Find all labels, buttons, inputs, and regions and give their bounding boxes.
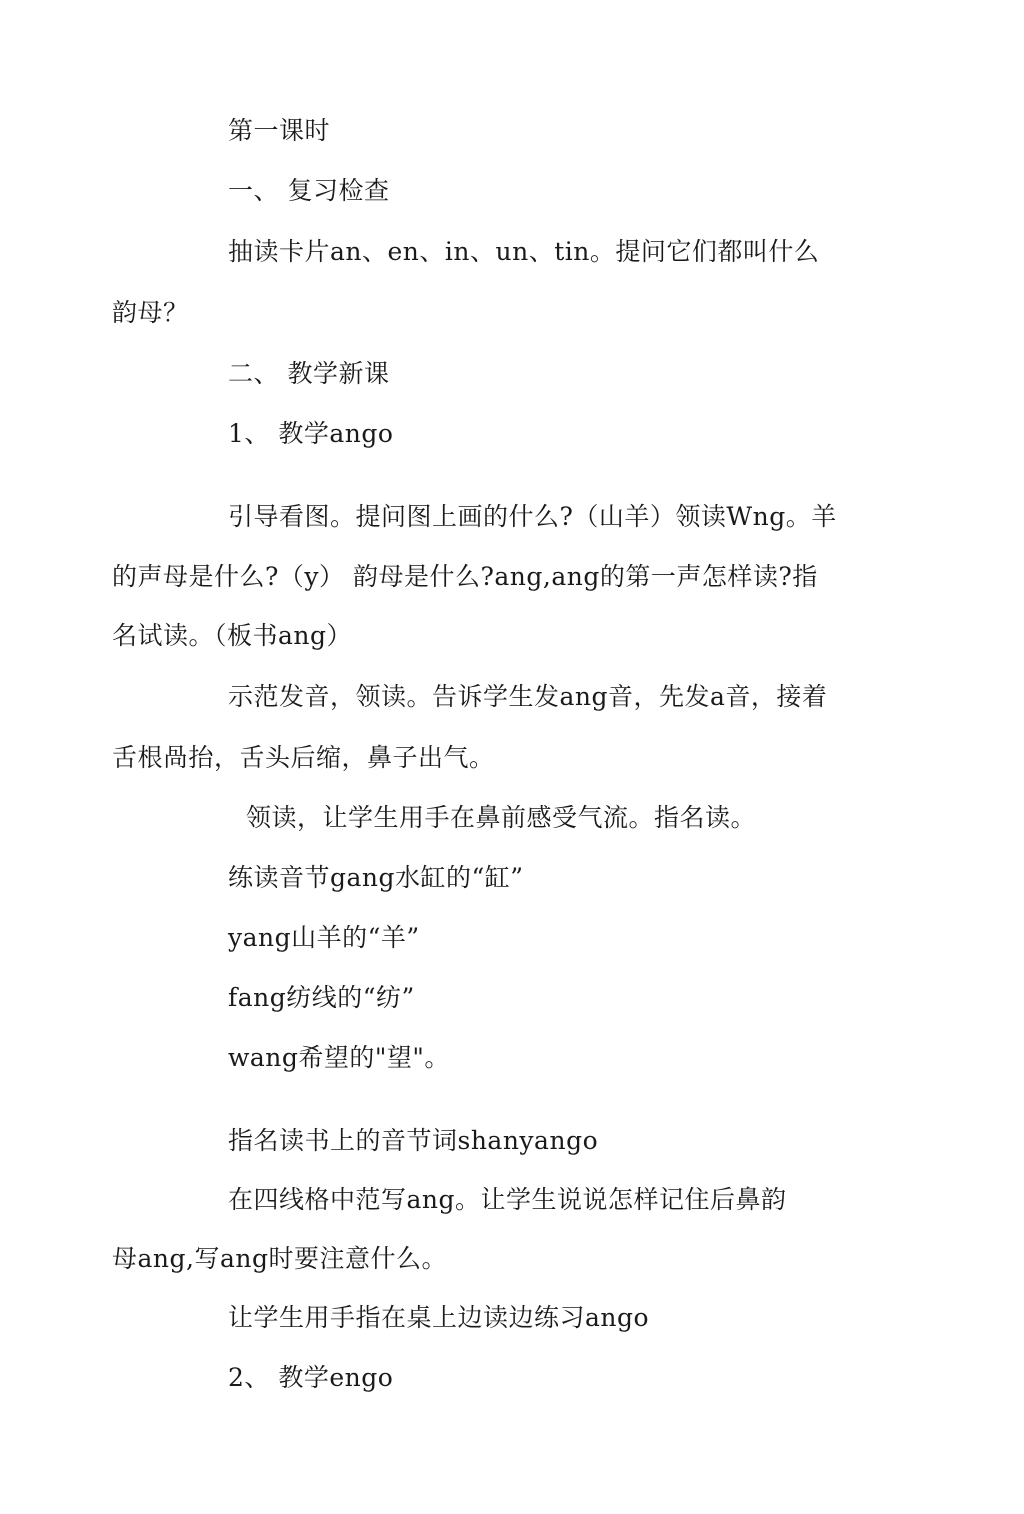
paragraph-line: 韵母？: [112, 298, 189, 327]
subsection-heading: 1、 教学ango: [228, 419, 394, 448]
paragraph-line: 在四线格中范写ang。让学生说说怎样记住后鼻韵: [228, 1185, 787, 1214]
paragraph-line: 指名读书上的音节词shanyango: [228, 1126, 599, 1155]
paragraph-line: 示范发音，领读。告诉学生发ang音，先发a音，接着: [228, 682, 828, 711]
section-new-lesson-heading: 二、 教学新课: [228, 359, 390, 388]
paragraph-line: 领读，让学生用手在鼻前感受气流。指名读。: [246, 803, 757, 832]
syllable-line: fang纺线的“纺”: [228, 983, 415, 1012]
syllable-line: yang山羊的“羊”: [228, 923, 420, 952]
syllable-line: 练读音节gang水缸的“缸”: [228, 863, 524, 892]
paragraph-line: 舌根咼抬，舌头后缩，鼻子出气。: [112, 743, 495, 772]
paragraph-line: 的声母是什么?（y） 韵母是什么?ang,ang的第一声怎样读?指: [112, 562, 818, 591]
lesson-period-heading: 第一课时: [228, 116, 331, 145]
paragraph-line: 名试读。（板书ang）: [112, 621, 353, 650]
paragraph-line: 引导看图。提问图上画的什么?（山羊）领读Wng。羊: [228, 502, 837, 531]
paragraph-line: 抽读卡片an、en、in、un、tin。提问它们都叫什么: [228, 237, 820, 266]
paragraph-line: 母ang,写ang时要注意什么。: [112, 1244, 447, 1273]
syllable-line: wang希望的"望"。: [228, 1043, 450, 1072]
section-review-heading: 一、 复习检查: [228, 176, 390, 205]
subsection-heading: 2、 教学engo: [228, 1363, 394, 1392]
paragraph-line: 让学生用手指在桌上边读边练习ango: [228, 1303, 650, 1332]
